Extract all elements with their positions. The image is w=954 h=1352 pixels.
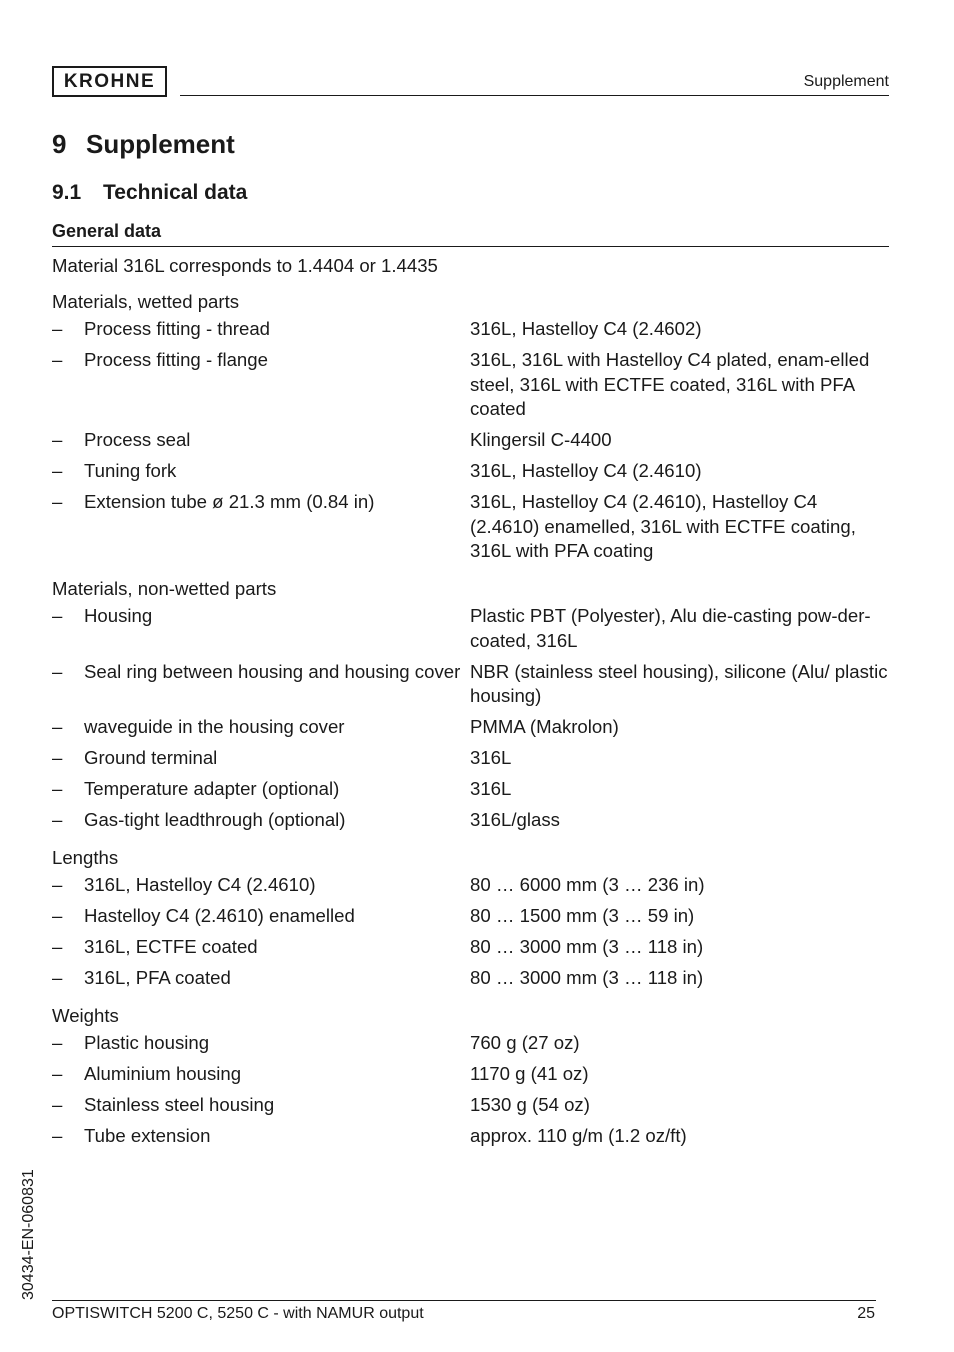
spec-row [52,317,889,342]
spec-label: Process fitting - flange [84,349,268,370]
spec-value: 316L [470,747,512,768]
list-bullet: – [52,809,63,830]
spec-row [52,490,889,564]
spec-label: waveguide in the housing cover [84,716,345,737]
list-bullet: – [52,605,63,626]
list-bullet: – [52,429,63,450]
spec-group [52,290,889,564]
spec-value: 80 … 1500 mm (3 … 59 in) [470,905,695,926]
spec-label: Seal ring between housing and housing cover [84,660,461,682]
spec-label: Gas-tight leadthrough (optional) [84,809,346,830]
section-heading [52,181,247,205]
list-bullet: – [52,1063,63,1084]
spec-group-title: Weights [52,1004,119,1026]
spec-label: Process seal [84,429,191,450]
chapter-title: Supplement [86,129,235,159]
spec-row [52,715,889,740]
spec-group-title: Lengths [52,846,119,868]
list-bullet: – [52,1032,63,1053]
material-note: Material 316L corresponds to 1.4404 or 1.4435 [52,255,438,276]
spec-value: 316L [470,778,512,799]
spec-value: approx. 110 g/m (1.2 oz/ft) [470,1125,687,1146]
spec-value: 760 g (27 oz) [470,1032,580,1053]
spec-label: Tuning fork [84,460,177,481]
spec-row [52,660,889,709]
section-number: 9.1 [52,181,82,204]
list-bullet: – [52,1125,63,1146]
spec-row [52,604,889,653]
spec-value: 80 … 3000 mm (3 … 118 in) [470,936,704,957]
spec-groups [52,290,889,1149]
list-bullet: – [52,936,63,957]
list-bullet: – [52,967,63,988]
list-bullet: – [52,716,63,737]
spec-row [52,1093,889,1118]
section-title: Technical data [103,181,248,204]
spec-value: 1530 g (54 oz) [470,1094,590,1115]
list-bullet: – [52,349,63,370]
running-header: Supplement [803,73,889,90]
chapter-heading [52,129,235,160]
spec-row [52,428,889,453]
spec-row [52,873,889,898]
brand-logo [52,66,167,97]
footer-divider [52,1300,876,1301]
spec-row [52,1124,889,1149]
spec-row [52,746,889,771]
list-bullet: – [52,874,63,895]
logo-text: KROHNE [63,71,156,92]
spec-row [52,1031,889,1056]
spec-value: 316L, Hastelloy C4 (2.4610) [470,460,702,481]
chapter-number: 9 [52,129,67,159]
spec-label: Temperature adapter (optional) [84,778,340,799]
spec-value: PMMA (Makrolon) [470,716,619,737]
spec-group [52,1004,889,1149]
subsection-divider [52,246,889,247]
subsection-title: General data [52,221,162,241]
footer-product-title: OPTISWITCH 5200 C, 5250 C - with NAMUR output [52,1305,424,1322]
list-bullet: – [52,491,63,512]
spec-label: Plastic housing [84,1032,210,1053]
spec-row [52,459,889,484]
spec-label: Tube extension [84,1125,211,1146]
spec-label: 316L, Hastelloy C4 (2.4610) [84,874,316,895]
spec-row [52,1062,889,1087]
spec-value: Plastic PBT (Polyester), Alu die-casting pow-der-coated, 316L [470,605,871,651]
spec-label: Extension tube ø 21.3 mm (0.84 in) [84,491,375,512]
spec-label: Process fitting - thread [84,318,271,339]
spec-row [52,904,889,929]
list-bullet: – [52,660,63,682]
spec-row [52,935,889,960]
document-id: 30434-EN-060831 [20,1169,37,1300]
spec-value: 80 … 3000 mm (3 … 118 in) [470,967,704,988]
spec-row [52,808,889,833]
spec-label: Stainless steel housing [84,1094,275,1115]
list-bullet: – [52,747,63,768]
spec-value: 316L/glass [470,809,560,830]
list-bullet: – [52,778,63,799]
spec-group [52,846,889,991]
spec-group-title: Materials, non-wetted parts [52,577,277,599]
list-bullet: – [52,1094,63,1115]
spec-row [52,348,889,422]
spec-group-title: Materials, wetted parts [52,290,240,312]
spec-label: Housing [84,605,153,626]
list-bullet: – [52,905,63,926]
spec-label: 316L, PFA coated [84,967,231,988]
spec-content [52,254,889,1162]
list-bullet: – [52,318,63,339]
spec-value: 316L, 316L with Hastelloy C4 plated, enam-elled steel, 316L with ECTFE coated, 316L with PFA coated [470,349,870,419]
spec-value: 80 … 6000 mm (3 … 236 in) [470,874,705,895]
spec-value: 316L, Hastelloy C4 (2.4610), Hastelloy C4 (2.4610) enamelled, 316L with ECTFE coating, 316L with PFA coating [470,491,856,561]
spec-label: Ground terminal [84,747,218,768]
spec-row [52,966,889,991]
spec-label: Hastelloy C4 (2.4610) enamelled [84,905,355,926]
header-divider [180,95,889,96]
spec-value: 1170 g (41 oz) [470,1063,589,1084]
spec-label: 316L, ECTFE coated [84,936,258,957]
list-bullet: – [52,460,63,481]
spec-row [52,777,889,802]
spec-value: NBR (stainless steel housing), silicone (Alu/ plastic housing) [470,660,888,706]
spec-group [52,577,889,833]
page-number: 25 [857,1305,875,1322]
spec-value: 316L, Hastelloy C4 (2.4602) [470,318,702,339]
spec-label: Aluminium housing [84,1063,242,1084]
spec-value: Klingersil C-4400 [470,429,612,450]
